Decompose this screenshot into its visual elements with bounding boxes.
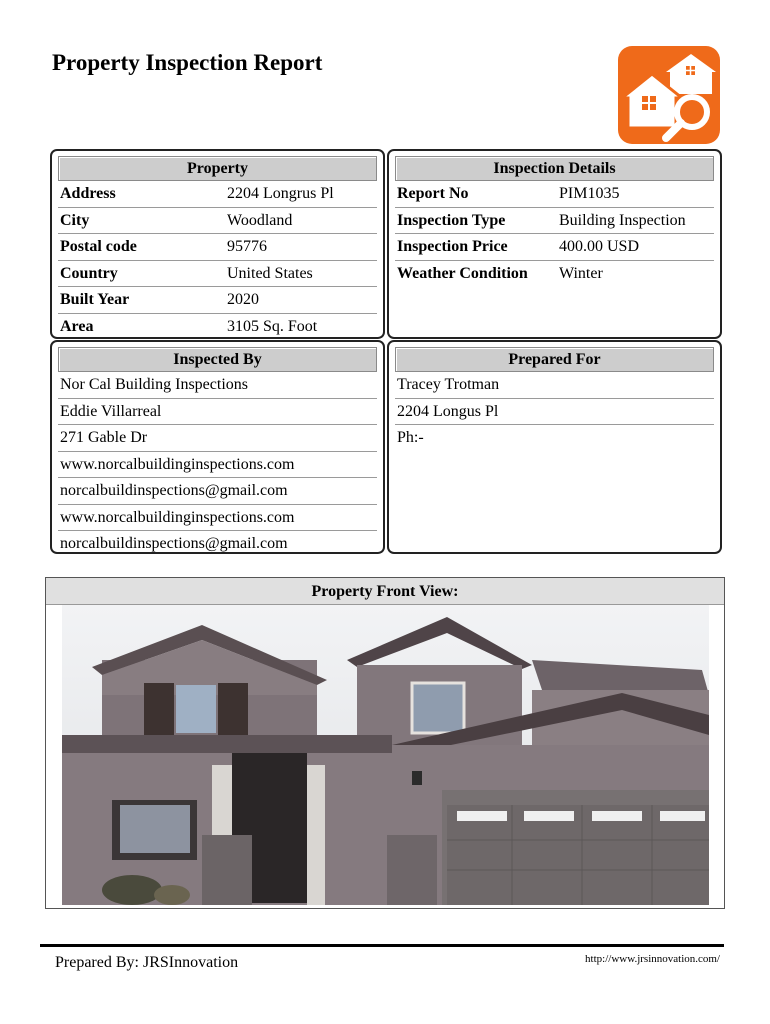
inspection-value: Winter: [559, 264, 603, 282]
client-address: 2204 Longus Pl: [395, 399, 714, 426]
front-view-section: [45, 577, 725, 909]
property-row-address: [58, 181, 377, 208]
property-panel: [50, 149, 385, 339]
inspection-value: Building Inspection: [559, 211, 686, 229]
property-label: Address: [60, 185, 116, 202]
house-search-icon: [618, 46, 720, 144]
inspection-label: Inspection Price: [397, 238, 508, 255]
inspection-row-report-no: [395, 181, 714, 208]
prepared-for-header: Prepared For: [395, 347, 714, 372]
property-row-postal-code: [58, 234, 377, 261]
property-value: Woodland: [227, 211, 293, 229]
property-value: 3105 Sq. Foot: [227, 317, 318, 335]
inspection-label: Weather Condition: [397, 264, 528, 282]
property-label: Postal code: [60, 238, 137, 255]
inspected-by-panel: [50, 340, 385, 554]
property-value: 95776: [227, 238, 267, 255]
prepared-for-panel: [387, 340, 722, 554]
property-front-photo: [62, 605, 709, 905]
inspection-row-type: [395, 208, 714, 235]
inspector-address: 271 Gable Dr: [58, 425, 377, 452]
footer-prepared-by: Prepared By: JRSInnovation: [55, 954, 239, 971]
report-title: Property Inspection Report: [52, 50, 323, 75]
property-label: Area: [60, 317, 94, 335]
client-phone: Ph:-: [397, 429, 424, 446]
property-label: Country: [60, 264, 118, 282]
inspected-by-header: Inspected By: [58, 347, 377, 372]
property-label: City: [60, 211, 90, 229]
footer-divider: [40, 944, 724, 947]
inspection-row-weather: [395, 261, 714, 287]
property-header: Property: [58, 156, 377, 181]
inspector-website: www.norcalbuildinginspections.com: [58, 505, 377, 532]
inspector-website: www.norcalbuildinginspections.com: [58, 452, 377, 479]
property-row-area: [58, 314, 377, 340]
property-label: Built Year: [60, 291, 130, 308]
inspector-company: Nor Cal Building Inspections: [58, 372, 377, 399]
inspection-value: PIM1035: [559, 185, 620, 202]
property-row-built-year: [58, 287, 377, 314]
footer-url[interactable]: http://www.jrsinnovation.com/: [585, 953, 720, 965]
inspection-details-panel: [387, 149, 722, 339]
inspection-details-header: Inspection Details: [395, 156, 714, 181]
property-value: United States: [227, 264, 313, 282]
inspection-row-price: [395, 234, 714, 261]
inspector-email: norcalbuildinspections@gmail.com: [58, 478, 377, 505]
inspector-name: Eddie Villarreal: [58, 399, 377, 426]
client-name: Tracey Trotman: [395, 372, 714, 399]
property-row-city: [58, 208, 377, 235]
inspection-label: Report No: [397, 185, 469, 202]
inspection-label: Inspection Type: [397, 211, 506, 229]
property-value: 2020: [227, 291, 259, 308]
property-value: 2204 Longrus Pl: [227, 185, 334, 202]
inspection-value: 400.00 USD: [559, 238, 640, 255]
front-view-header: Property Front View:: [46, 578, 724, 605]
property-row-country: [58, 261, 377, 288]
inspector-email: norcalbuildinspections@gmail.com: [60, 535, 288, 552]
